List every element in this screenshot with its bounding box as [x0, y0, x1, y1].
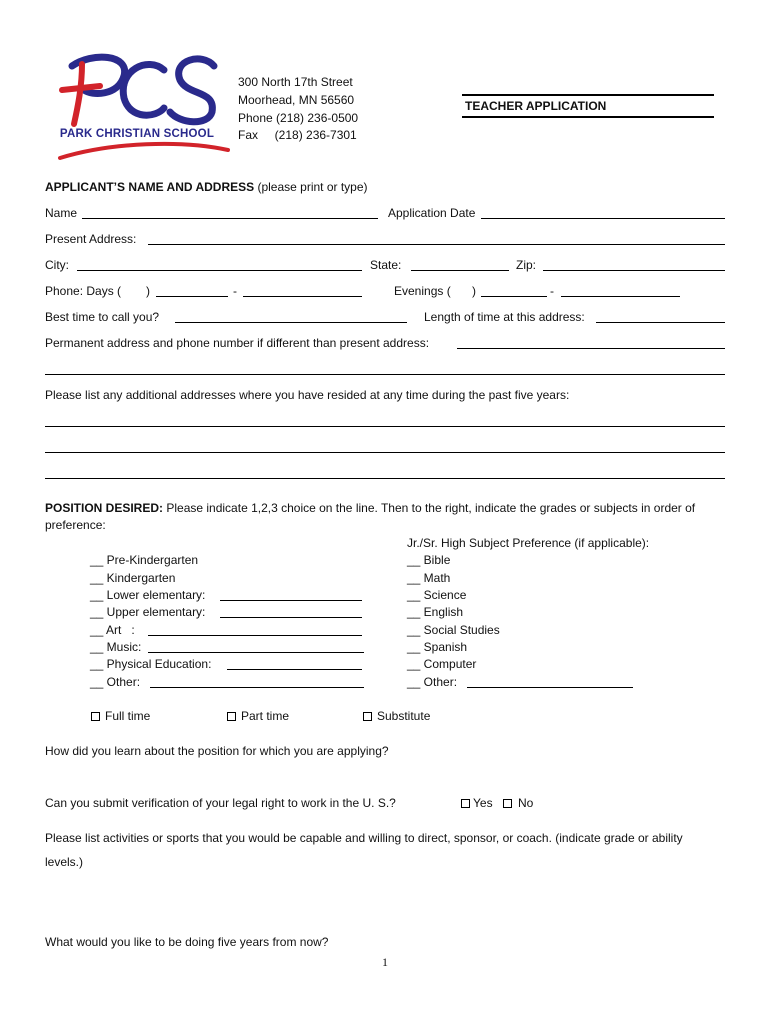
- verify-question: Can you submit verification of your legal right to work in the U. S.?: [45, 796, 396, 810]
- permanent-field-2[interactable]: [45, 374, 725, 375]
- position-pre-k[interactable]: __ Pre-Kindergarten: [90, 553, 199, 567]
- evenings-label: Evenings (: [394, 284, 451, 298]
- name-label: Name: [45, 206, 78, 220]
- position-other-field[interactable]: [150, 687, 364, 688]
- verify-yes-option[interactable]: [461, 796, 493, 810]
- section2-instructions-2: preference:: [45, 518, 106, 532]
- address-phone: Phone (218) 236-0500: [238, 111, 359, 125]
- address-city: Moorhead, MN 56560: [238, 93, 355, 107]
- title-rule-top: [462, 94, 714, 96]
- name-field[interactable]: [82, 218, 378, 219]
- learn-question: How did you learn about the position for which you are applying?: [45, 744, 389, 758]
- present-address-label: Present Address:: [45, 232, 137, 246]
- subject-computer[interactable]: __ Computer: [407, 657, 477, 671]
- length-time-field[interactable]: [596, 322, 725, 323]
- position-art[interactable]: __ Art :: [90, 623, 135, 637]
- substitute-label: Substitute: [377, 709, 431, 723]
- phone-days-label: Phone: Days (: [45, 284, 122, 298]
- subject-social-studies[interactable]: __ Social Studies: [407, 623, 500, 637]
- verify-no-checkbox[interactable]: [503, 799, 512, 808]
- best-time-label: Best time to call you?: [45, 310, 160, 324]
- verify-no-label: No: [518, 796, 534, 810]
- app-date-label: Application Date: [388, 206, 476, 220]
- zip-field[interactable]: [543, 270, 725, 271]
- music-field[interactable]: [148, 652, 364, 653]
- length-time-label: Length of time at this address:: [424, 310, 585, 324]
- title-rule-bottom: [462, 116, 714, 118]
- evenings-dash: -: [550, 284, 554, 298]
- evenings-paren: ): [472, 284, 476, 298]
- lower-elementary-field[interactable]: [220, 600, 362, 601]
- subject-spanish[interactable]: __ Spanish: [407, 640, 468, 654]
- jr-sr-heading: Jr./Sr. High Subject Preference (if applicable):: [407, 536, 650, 550]
- substitute-option[interactable]: [363, 709, 430, 723]
- page-number: 1: [382, 955, 388, 969]
- best-time-field[interactable]: [175, 322, 407, 323]
- part-time-option[interactable]: [227, 709, 289, 723]
- position-lower-elementary[interactable]: __ Lower elementary:: [90, 588, 206, 602]
- phone-days-dash: -: [233, 284, 237, 298]
- city-label: City:: [45, 258, 69, 272]
- address-fax: Fax (218) 236-7301: [238, 128, 357, 142]
- subject-other-field[interactable]: [467, 687, 633, 688]
- five-years-question: What would you like to be doing five years from now?: [45, 935, 329, 949]
- section1-heading-note: (please print or type): [254, 180, 368, 194]
- phone-days-paren: ): [146, 284, 150, 298]
- substitute-checkbox[interactable]: [363, 712, 372, 721]
- subject-bible[interactable]: __ Bible: [407, 553, 451, 567]
- activities-question-2: levels.): [45, 855, 84, 869]
- zip-label: Zip:: [516, 258, 537, 272]
- position-other[interactable]: __ Other:: [90, 675, 141, 689]
- verify-yes-label: Yes: [473, 796, 493, 810]
- full-time-option[interactable]: [91, 709, 150, 723]
- full-time-checkbox[interactable]: [91, 712, 100, 721]
- section2-heading-text: POSITION DESIRED:: [45, 501, 164, 515]
- permanent-label: Permanent address and phone number if different than present address:: [45, 336, 430, 350]
- doc-title: TEACHER APPLICATION: [465, 99, 607, 113]
- additional-field-1[interactable]: [45, 426, 725, 427]
- activities-question: Please list activities or sports that you would be capable and willing to direct, sponsor, or coach. (indicate grade or ability: [45, 831, 683, 845]
- verify-no-option[interactable]: [503, 796, 533, 810]
- school-logo: [52, 46, 232, 166]
- app-date-field[interactable]: [481, 218, 725, 219]
- state-label: State:: [370, 258, 402, 272]
- additional-label: Please list any additional addresses where you have resided at any time during the past five years:: [45, 388, 570, 402]
- part-time-label: Part time: [241, 709, 290, 723]
- section1-heading: [45, 180, 368, 194]
- phone-days-number-field[interactable]: [243, 296, 362, 297]
- evenings-number-field[interactable]: [561, 296, 680, 297]
- additional-field-2[interactable]: [45, 452, 725, 453]
- position-physical-education[interactable]: __ Physical Education:: [90, 657, 212, 671]
- phone-days-prefix-field[interactable]: [156, 296, 228, 297]
- address-street: 300 North 17th Street: [238, 75, 353, 89]
- position-upper-elementary[interactable]: __ Upper elementary:: [90, 605, 206, 619]
- subject-english[interactable]: __ English: [407, 605, 464, 619]
- evenings-prefix-field[interactable]: [481, 296, 547, 297]
- logo-graphic: [52, 46, 232, 166]
- part-time-checkbox[interactable]: [227, 712, 236, 721]
- verify-yes-checkbox[interactable]: [461, 799, 470, 808]
- present-address-field[interactable]: [148, 244, 725, 245]
- state-field[interactable]: [411, 270, 509, 271]
- position-kindergarten[interactable]: __ Kindergarten: [90, 571, 176, 585]
- logo-school-name: PARK CHRISTIAN SCHOOL: [59, 128, 215, 140]
- subject-math[interactable]: __ Math: [407, 571, 451, 585]
- section1-heading-text: APPLICANT’S NAME AND ADDRESS: [45, 180, 255, 194]
- upper-elementary-field[interactable]: [220, 617, 362, 618]
- city-field[interactable]: [77, 270, 362, 271]
- full-time-label: Full time: [105, 709, 151, 723]
- additional-field-3[interactable]: [45, 478, 725, 479]
- position-music[interactable]: __ Music:: [90, 640, 142, 654]
- permanent-field[interactable]: [457, 348, 725, 349]
- section2-instructions: Please indicate 1,2,3 choice on the line. Then to the right, indicate the grades or subjects in order of: [163, 501, 696, 515]
- subject-science[interactable]: __ Science: [407, 588, 467, 602]
- section2-heading: [45, 501, 695, 515]
- art-field[interactable]: [148, 635, 362, 636]
- physical-education-field[interactable]: [227, 669, 362, 670]
- subject-other[interactable]: __ Other:: [407, 675, 458, 689]
